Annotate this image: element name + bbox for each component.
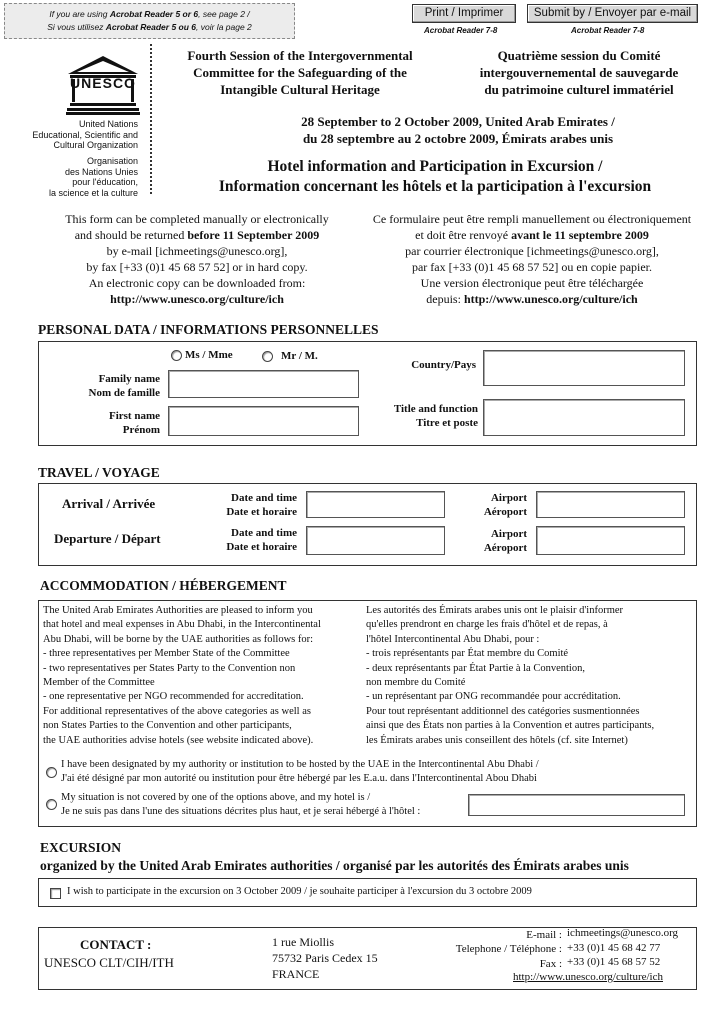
paragraph-line: - un représentant par ONG recommandée pour accréditation.: [366, 691, 621, 703]
label-en: Title and function: [393, 403, 478, 415]
excursion-heading: EXCURSION: [40, 840, 122, 855]
paragraph-line: For additional representatives of the above categories as well as: [43, 705, 311, 717]
label-en: First name: [108, 410, 160, 422]
accommodation-text-english: [43, 604, 355, 748]
departure-airport-field[interactable]: [536, 526, 685, 555]
paragraph-line: qu'elles prendront en charge les frais d'hôtel et de repas, à: [366, 619, 608, 631]
title-line: Committee for the Safeguarding of the: [193, 65, 407, 80]
paragraph-line: ainsi que des États non parties à la Convention et autres participants,: [366, 720, 655, 732]
accommodation-text-french: [366, 604, 696, 748]
option-line: J'ai été désigné par mon autorité ou institution pour être hébergé par les E.a.u. dans l'Intercontinental Abou Dhabi: [61, 773, 537, 784]
excursion-checkbox-label: I wish to participate in the excursion on 3 October 2009 / je souhaite participer à l'excursion du 3 octobre 2009: [67, 886, 532, 897]
logo-line: pour l'éducation,: [72, 177, 138, 187]
intro-line: This form can be completed manually or electronically: [65, 212, 329, 226]
arrival-datetime-label: [196, 491, 297, 519]
address-line: 75732 Paris Cedex 15: [272, 951, 378, 965]
label-en: Family name: [98, 373, 160, 385]
form-title: [160, 157, 710, 197]
submit-email-button[interactable]: Submit by / Envoyer par e-mail: [527, 4, 698, 23]
hotel-name-field[interactable]: [468, 794, 685, 816]
paragraph-line: non States Parties to the Convention and other participants,: [43, 720, 292, 732]
intro-line: by e-mail [ichmeetings@unesco.org],: [106, 244, 288, 258]
date-line: 28 September to 2 October 2009, United Arab Emirates /: [301, 114, 615, 129]
ms-radio[interactable]: [171, 350, 182, 361]
option-line: Je ne suis pas dans l'une des situations décrites plus haut, et je serai hébergé à l'hôtel :: [61, 806, 421, 817]
session-title-french: [446, 47, 712, 98]
paragraph-line: that hotel and meal expenses in Abu Dhabi, in the Intercontinental: [43, 619, 321, 631]
paragraph-line: Pour tout représentant additionnel des catégories susmentionnées: [366, 705, 640, 717]
logo-text-french: [20, 156, 138, 198]
intro-french: [352, 211, 712, 307]
label-en: Date and time: [231, 492, 297, 504]
paragraph-line: non membre du Comité: [366, 677, 466, 689]
logo-line: des Nations Unies: [64, 166, 138, 177]
title-function-label: [360, 402, 478, 430]
family-name-label: [50, 372, 160, 400]
session-dates: [240, 113, 676, 147]
family-name-field[interactable]: [168, 370, 359, 398]
notice-text: If you are using: [49, 9, 110, 19]
logo-line: United Nations: [78, 119, 138, 129]
paragraph-line: - two representatives per States Party to the Convention non: [43, 662, 296, 674]
paragraph-line: l'hôtel Intercontinental Abu Dhabi, pour :: [366, 633, 540, 645]
arrival-airport-label: [450, 491, 527, 519]
logo-line: Educational, Scientific and: [32, 129, 138, 140]
arrival-datetime-field[interactable]: [306, 491, 445, 518]
label-en: Airport: [490, 528, 527, 540]
intro-line: et doit être renvoyé: [415, 228, 512, 242]
hosted-by-uae-radio[interactable]: [46, 767, 57, 778]
excursion-subheading: organized by the United Arab Emirates authorities / organisé par les autorités des Émirats arabes unis: [40, 858, 629, 873]
intro-line: and should be returned: [74, 228, 188, 242]
print-button[interactable]: Print / Imprimer: [412, 4, 516, 23]
notice-bold: Acrobat Reader 5 ou 6: [105, 22, 197, 32]
paragraph-line: les Émirats arabes unis conseillent des hôtels (cf. site Internet): [366, 734, 628, 746]
deadline: before 11 September 2009: [187, 228, 320, 242]
website-link[interactable]: http://www.unesco.org/culture/ich: [110, 292, 284, 306]
paragraph-line: The United Arab Emirates Authorities are pleased to inform you: [43, 605, 313, 616]
country-label: Country/Pays: [411, 359, 476, 371]
first-name-label: [50, 409, 160, 437]
paragraph-line: Les autorités des Émirats arabes unis ont le plaisir d'informer: [366, 605, 624, 616]
accommodation-heading: ACCOMMODATION / HÉBERGEMENT: [40, 578, 287, 593]
label-en: Date and time: [231, 527, 297, 539]
departure-datetime-label: [196, 526, 297, 554]
contact-organization: UNESCO CLT/CIH/ITH: [44, 955, 174, 970]
label-fr: Date et horaire: [226, 506, 297, 518]
title-function-field[interactable]: [483, 399, 685, 436]
email-value[interactable]: ichmeetings@unesco.org: [567, 927, 679, 939]
first-name-field[interactable]: [168, 406, 359, 436]
option-line: My situation is not covered by one of the options above, and my hotel is /: [61, 792, 371, 803]
contact-website-link[interactable]: http://www.unesco.org/culture/ich: [513, 971, 663, 983]
label-fr: Nom de famille: [88, 387, 160, 399]
session-title-english: [158, 47, 442, 98]
contact-title: CONTACT :: [80, 937, 152, 952]
departure-airport-label: [450, 527, 527, 555]
paragraph-line: - three representatives per Member State of the Committee: [43, 648, 290, 660]
arrival-airport-field[interactable]: [536, 491, 685, 518]
logo-divider: [150, 44, 152, 194]
website-link[interactable]: http://www.unesco.org/culture/ich: [463, 292, 638, 306]
label-en: Airport: [490, 492, 527, 504]
title-line: Intangible Cultural Heritage: [220, 82, 380, 97]
logo-text-english: [20, 119, 138, 151]
option-line: I have been designated by my authority or institution to be hosted by the UAE in the Intercontinental Abu Dhabi /: [61, 759, 539, 770]
logo-line: la science et la culture: [48, 187, 138, 198]
intro-english: [38, 211, 356, 307]
mr-label: Mr / M.: [281, 350, 318, 362]
contact-address: [272, 934, 378, 982]
address-line: 1 rue Miollis: [272, 935, 334, 949]
intro-line: depuis:: [426, 292, 464, 306]
fax-value: +33 (0)1 45 68 57 52: [567, 956, 661, 968]
title-line: du patrimoine culturel immatériel: [484, 82, 674, 97]
paragraph-line: Member of the Committee: [43, 677, 155, 689]
submit-note: Acrobat Reader 7-8: [571, 26, 645, 35]
other-hotel-radio[interactable]: [46, 799, 57, 810]
title-line: intergouvernemental de sauvegarde: [479, 65, 679, 80]
travel-heading: TRAVEL / VOYAGE: [38, 465, 160, 480]
personal-data-heading: PERSONAL DATA / INFORMATIONS PERSONNELLES: [38, 322, 379, 337]
label-fr: Titre et poste: [416, 417, 478, 429]
departure-label: Departure / Départ: [54, 531, 161, 546]
notice-bold: Acrobat Reader 5 or 6: [109, 9, 199, 19]
country-field[interactable]: [483, 350, 685, 386]
paragraph-line: - deux représentants par État Partie à la Convention,: [366, 662, 585, 674]
paragraph-line: - one representative per NGO recommended for accreditation.: [43, 691, 304, 703]
paragraph-line: - trois représentants par État membre du Comité: [366, 648, 569, 660]
notice-text: , see page 2 /: [198, 9, 250, 19]
arrival-label: Arrival / Arrivée: [62, 496, 156, 511]
acrobat-version-notice: [4, 3, 295, 39]
title-line: Quatrième session du Comité: [497, 48, 661, 63]
ms-label: Ms / Mme: [185, 349, 233, 361]
title-line: Fourth Session of the Intergovernmental: [187, 48, 413, 63]
departure-datetime-field[interactable]: [306, 526, 445, 555]
other-hotel-label: [61, 791, 420, 819]
intro-line: An electronic copy can be downloaded from:: [88, 276, 306, 290]
label-fr: Prénom: [122, 424, 160, 436]
telephone-value: +33 (0)1 45 68 42 77: [567, 942, 661, 954]
notice-text: Si vous utilisez: [47, 22, 106, 32]
intro-line: par courrier électronique [ichmeetings@unesco.org],: [405, 244, 659, 258]
print-note: Acrobat Reader 7-8: [424, 26, 498, 35]
label-fr: Aéroport: [483, 542, 527, 554]
label-fr: Aéroport: [483, 506, 527, 518]
telephone-label: Telephone / Téléphone :: [455, 943, 562, 955]
address-line: FRANCE: [272, 967, 320, 981]
paragraph-line: Abu Dhabi, will be borne by the UAE authorities as follows for:: [43, 633, 314, 645]
paragraph-line: the UAE authorities advise hotels (see website indicated above).: [43, 734, 314, 746]
logo-line: Cultural Organization: [53, 140, 138, 150]
hosted-by-uae-label: [61, 758, 539, 786]
form-title-line: Hotel information and Participation in Excursion /: [267, 158, 603, 175]
intro-line: Ce formulaire peut être rempli manuellement ou électroniquement: [372, 212, 692, 226]
intro-line: by fax [+33 (0)1 45 68 57 52] or in hard copy.: [86, 260, 308, 274]
logo-line: Organisation: [86, 156, 138, 166]
label-fr: Date et horaire: [226, 541, 297, 553]
mr-radio[interactable]: [262, 351, 273, 362]
deadline: avant le 11 septembre 2009: [511, 228, 649, 242]
excursion-checkbox[interactable]: [50, 888, 61, 899]
notice-text: , voir la page 2: [196, 22, 252, 32]
email-label: E-mail :: [526, 929, 562, 941]
fax-label: Fax :: [539, 958, 562, 970]
intro-line: par fax [+33 (0)1 45 68 57 52] ou en copie papier.: [411, 260, 653, 274]
form-title-line: Information concernant les hôtels et la participation à l'excursion: [218, 178, 652, 195]
unesco-wordmark: UNESCO: [70, 75, 136, 91]
date-line: du 28 septembre au 2 octobre 2009, Émirats arabes unis: [302, 131, 614, 146]
intro-line: Une version électronique peut être téléchargée: [420, 276, 644, 290]
